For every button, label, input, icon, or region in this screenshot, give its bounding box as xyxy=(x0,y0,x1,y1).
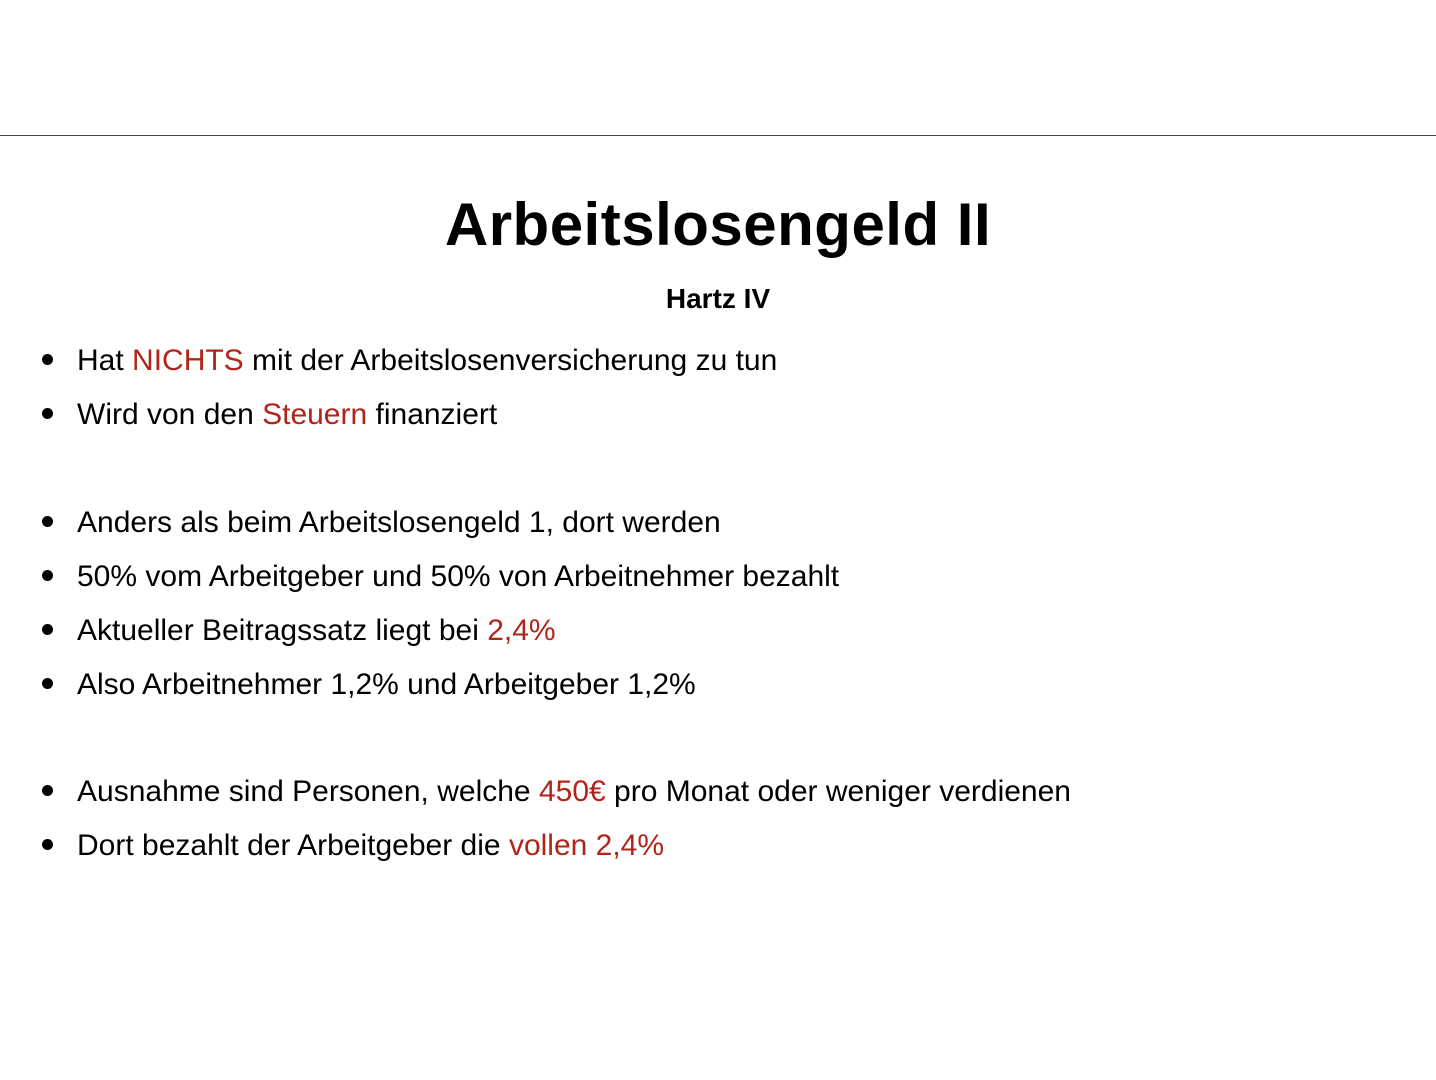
highlight-text: NICHTS xyxy=(132,344,244,377)
bullet-text: Hat NICHTS mit der Arbeitslosenversicherung zu tun xyxy=(77,344,778,377)
highlight-text: 450€ xyxy=(538,775,606,808)
bullet-group-3 xyxy=(0,765,1436,873)
slide-subtitle: Hartz IV xyxy=(665,283,771,314)
bullet-text: Dort bezahlt der Arbeitgeber die vollen 2,4% xyxy=(77,829,665,862)
bullet-item xyxy=(0,819,1436,873)
bullet-item xyxy=(0,550,1436,604)
highlight-text: vollen 2,4% xyxy=(508,829,665,862)
highlight-text: Steuern xyxy=(262,398,368,431)
bullet-dot-icon xyxy=(42,570,53,581)
bullet-dot-icon xyxy=(42,839,53,850)
bullet-text: Anders als beim Arbeitslosengeld 1, dort werden xyxy=(77,506,721,539)
bullet-item xyxy=(0,604,1436,658)
bullet-item xyxy=(0,496,1436,550)
bullet-dot-icon xyxy=(42,516,53,527)
highlight-text: 2,4% xyxy=(487,614,556,647)
bullet-dot-icon xyxy=(42,354,53,365)
bullet-group-2 xyxy=(0,496,1436,712)
bullet-item xyxy=(0,765,1436,819)
bullet-dot-icon xyxy=(42,678,53,689)
bullet-text: Aktueller Beitragssatz liegt bei 2,4% xyxy=(77,614,556,647)
bullet-item xyxy=(0,334,1436,388)
slide-title: Arbeitslosengeld II xyxy=(444,191,992,258)
bullet-text: 50% vom Arbeitgeber und 50% von Arbeitnehmer bezahlt xyxy=(77,560,840,593)
bullet-item xyxy=(0,388,1436,442)
bullet-dot-icon xyxy=(42,408,53,419)
bullet-dot-icon xyxy=(42,785,53,796)
bullet-text: Wird von den Steuern finanziert xyxy=(77,398,498,431)
bullet-group-1 xyxy=(0,334,1436,442)
bullet-text: Also Arbeitnehmer 1,2% und Arbeitgeber 1,2% xyxy=(77,668,696,701)
bullet-text: Ausnahme sind Personen, welche 450€ pro Monat oder weniger verdienen xyxy=(77,775,1071,808)
bullet-item xyxy=(0,658,1436,712)
slide xyxy=(0,136,1436,1080)
bullet-dot-icon xyxy=(42,624,53,635)
